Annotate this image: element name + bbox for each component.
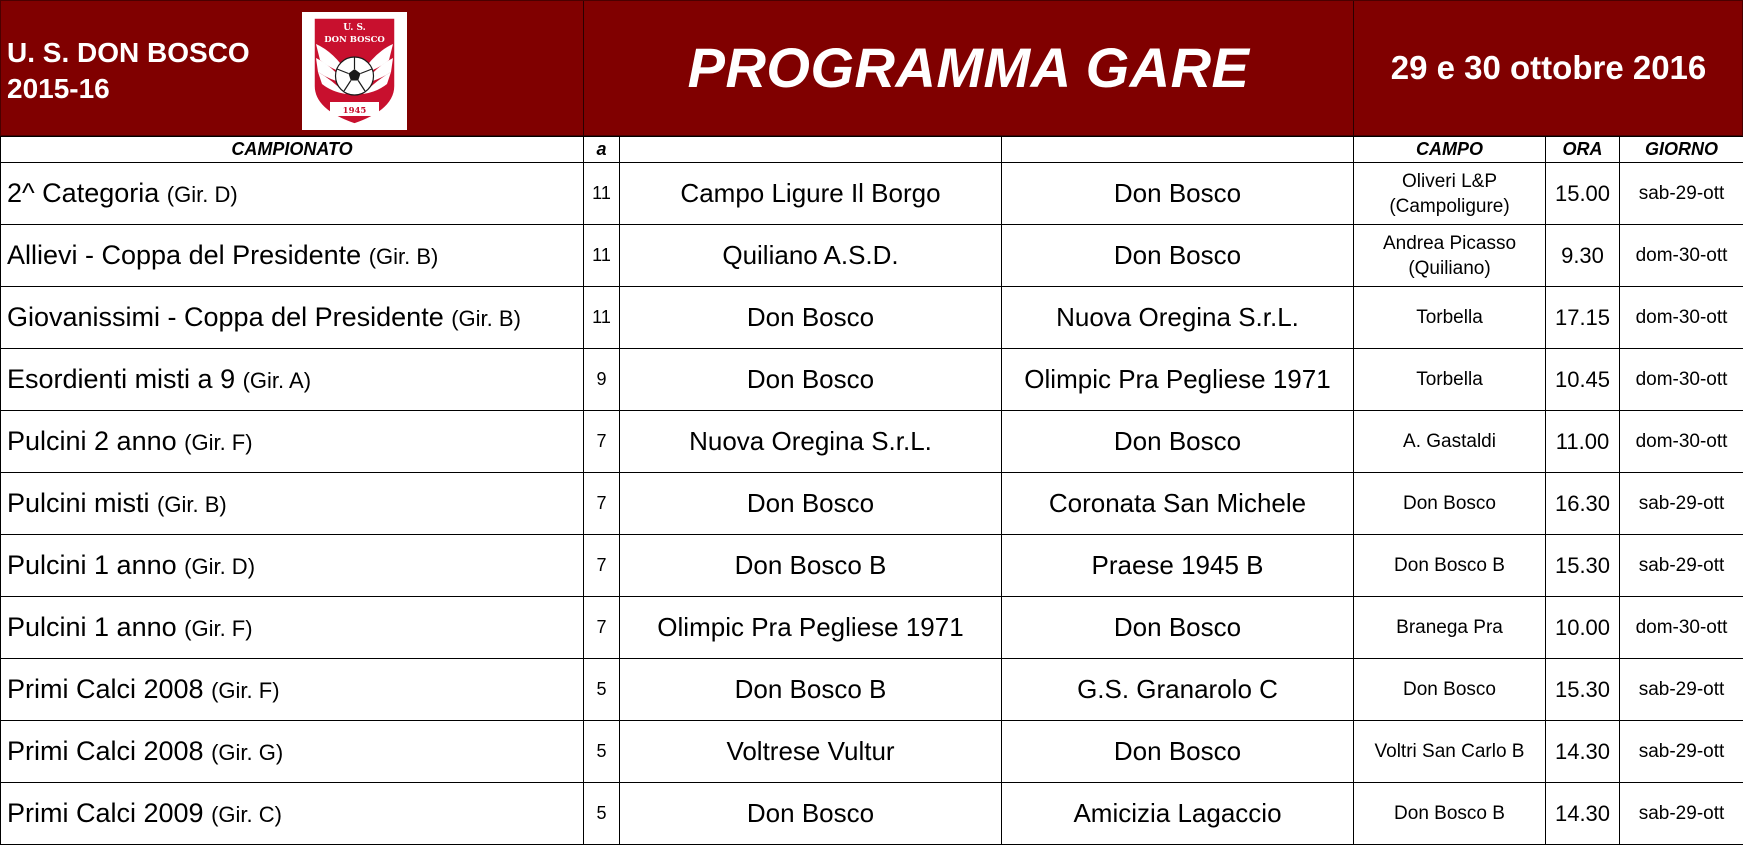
category-name: Primi Calci 2009	[7, 798, 204, 828]
away-team-cell: Nuova Oregina S.r.L.	[1002, 287, 1354, 349]
home-team-cell: Don Bosco	[620, 287, 1002, 349]
category-cell	[1, 659, 584, 721]
category-cell	[1, 225, 584, 287]
time-cell: 9.30	[1546, 225, 1620, 287]
table-row	[1, 411, 1743, 473]
category-cell	[1, 349, 584, 411]
category-name: Primi Calci 2008	[7, 736, 204, 766]
home-team-cell: Don Bosco	[620, 783, 1002, 845]
time-cell: 14.30	[1546, 721, 1620, 783]
col-header-round: a	[584, 137, 620, 163]
day-cell: sab-29-ott	[1620, 473, 1743, 535]
away-team-cell: G.S. Granarolo C	[1002, 659, 1354, 721]
time-cell: 14.30	[1546, 783, 1620, 845]
group-label: (Gir. G)	[211, 740, 283, 765]
venue-cell: Oliveri L&P (Campoligure)	[1354, 163, 1546, 225]
away-team-cell: Don Bosco	[1002, 597, 1354, 659]
title-cell	[584, 1, 1354, 137]
time-cell: 16.30	[1546, 473, 1620, 535]
col-header-time: ORA	[1546, 137, 1620, 163]
away-team-cell: Amicizia Lagaccio	[1002, 783, 1354, 845]
club-logo	[302, 12, 407, 130]
venue-cell: Don Bosco B	[1354, 535, 1546, 597]
table-row	[1, 783, 1743, 845]
round-cell: 9	[584, 349, 620, 411]
day-cell: sab-29-ott	[1620, 659, 1743, 721]
crest-top-text: U. S.	[343, 23, 366, 33]
col-header-category: CAMPIONATO	[1, 137, 584, 163]
away-team-cell: Don Bosco	[1002, 163, 1354, 225]
time-cell: 10.00	[1546, 597, 1620, 659]
category-cell	[1, 287, 584, 349]
category-name: Primi Calci 2008	[7, 674, 204, 704]
away-team-cell: Don Bosco	[1002, 225, 1354, 287]
venue-cell: Don Bosco	[1354, 473, 1546, 535]
venue-cell: Don Bosco B	[1354, 783, 1546, 845]
venue-cell: Torbella	[1354, 287, 1546, 349]
day-cell: dom-30-ott	[1620, 225, 1743, 287]
away-team-cell: Don Bosco	[1002, 411, 1354, 473]
group-label: (Gir. B)	[451, 306, 521, 331]
table-row	[1, 535, 1743, 597]
table-row	[1, 721, 1743, 783]
category-cell	[1, 411, 584, 473]
group-label: (Gir. F)	[211, 678, 279, 703]
table-row	[1, 349, 1743, 411]
table-row	[1, 597, 1743, 659]
matches-table	[0, 136, 1743, 845]
day-cell: sab-29-ott	[1620, 163, 1743, 225]
home-team-cell: Don Bosco	[620, 349, 1002, 411]
time-cell: 10.45	[1546, 349, 1620, 411]
time-cell: 15.00	[1546, 163, 1620, 225]
round-cell: 7	[584, 535, 620, 597]
category-cell	[1, 163, 584, 225]
group-label: (Gir. B)	[369, 244, 439, 269]
table-row	[1, 225, 1743, 287]
header-banner	[0, 0, 1743, 136]
category-name: Allievi - Coppa del Presidente	[7, 240, 361, 270]
category-name: Pulcini 2 anno	[7, 426, 177, 456]
away-team-cell: Olimpic Pra Pegliese 1971	[1002, 349, 1354, 411]
col-header-away	[1002, 137, 1354, 163]
group-label: (Gir. F)	[184, 616, 252, 641]
round-cell: 11	[584, 287, 620, 349]
category-name: Esordienti misti a 9	[7, 364, 235, 394]
table-row	[1, 163, 1743, 225]
day-cell: dom-30-ott	[1620, 597, 1743, 659]
home-team-cell: Campo Ligure Il Borgo	[620, 163, 1002, 225]
venue-cell: Andrea Picasso (Quiliano)	[1354, 225, 1546, 287]
table-row	[1, 287, 1743, 349]
day-cell: sab-29-ott	[1620, 783, 1743, 845]
category-name: Giovanissimi - Coppa del Presidente	[7, 302, 444, 332]
group-label: (Gir. D)	[167, 182, 238, 207]
category-cell	[1, 721, 584, 783]
round-cell: 7	[584, 473, 620, 535]
group-label: (Gir. D)	[184, 554, 255, 579]
day-cell: dom-30-ott	[1620, 411, 1743, 473]
club-crest-icon	[302, 12, 407, 130]
category-cell	[1, 535, 584, 597]
venue-cell: Torbella	[1354, 349, 1546, 411]
time-cell: 15.30	[1546, 535, 1620, 597]
category-cell	[1, 473, 584, 535]
home-team-cell: Don Bosco B	[620, 535, 1002, 597]
home-team-cell: Quiliano A.S.D.	[620, 225, 1002, 287]
date-cell	[1354, 1, 1743, 137]
group-label: (Gir. A)	[243, 368, 311, 393]
category-name: Pulcini 1 anno	[7, 550, 177, 580]
venue-cell: Voltri San Carlo B	[1354, 721, 1546, 783]
home-team-cell: Voltrese Vultur	[620, 721, 1002, 783]
day-cell: dom-30-ott	[1620, 349, 1743, 411]
round-cell: 5	[584, 659, 620, 721]
table-row	[1, 659, 1743, 721]
category-name: Pulcini 1 anno	[7, 612, 177, 642]
crest-year-text: 1945	[343, 106, 367, 116]
round-cell: 11	[584, 163, 620, 225]
venue-cell: Don Bosco	[1354, 659, 1546, 721]
category-name: Pulcini misti	[7, 488, 150, 518]
club-cell	[1, 1, 584, 137]
home-team-cell: Don Bosco B	[620, 659, 1002, 721]
away-team-cell: Coronata San Michele	[1002, 473, 1354, 535]
col-header-home	[620, 137, 1002, 163]
group-label: (Gir. C)	[211, 802, 282, 827]
col-header-venue: CAMPO	[1354, 137, 1546, 163]
home-team-cell: Don Bosco	[620, 473, 1002, 535]
round-cell: 5	[584, 721, 620, 783]
time-cell: 17.15	[1546, 287, 1620, 349]
round-cell: 7	[584, 411, 620, 473]
category-cell	[1, 597, 584, 659]
category-name: 2^ Categoria	[7, 178, 159, 208]
time-cell: 11.00	[1546, 411, 1620, 473]
home-team-cell: Nuova Oregina S.r.L.	[620, 411, 1002, 473]
day-cell: sab-29-ott	[1620, 535, 1743, 597]
day-cell: dom-30-ott	[1620, 287, 1743, 349]
col-header-day: GIORNO	[1620, 137, 1743, 163]
club-name: U. S. DON BOSCO 2015-16	[7, 35, 250, 107]
group-label: (Gir. B)	[157, 492, 227, 517]
home-team-cell: Olimpic Pra Pegliese 1971	[620, 597, 1002, 659]
venue-cell: A. Gastaldi	[1354, 411, 1546, 473]
round-cell: 11	[584, 225, 620, 287]
time-cell: 15.30	[1546, 659, 1620, 721]
crest-name-text: DON BOSCO	[324, 35, 385, 45]
round-cell: 5	[584, 783, 620, 845]
away-team-cell: Praese 1945 B	[1002, 535, 1354, 597]
weekend-date: 29 e 30 ottobre 2016	[1354, 49, 1743, 87]
category-cell	[1, 783, 584, 845]
away-team-cell: Don Bosco	[1002, 721, 1354, 783]
table-row	[1, 473, 1743, 535]
round-cell: 7	[584, 597, 620, 659]
group-label: (Gir. F)	[184, 430, 252, 455]
venue-cell: Branega Pra	[1354, 597, 1546, 659]
day-cell: sab-29-ott	[1620, 721, 1743, 783]
column-header-row	[1, 137, 1743, 163]
page-title: PROGRAMMA GARE	[584, 35, 1353, 100]
